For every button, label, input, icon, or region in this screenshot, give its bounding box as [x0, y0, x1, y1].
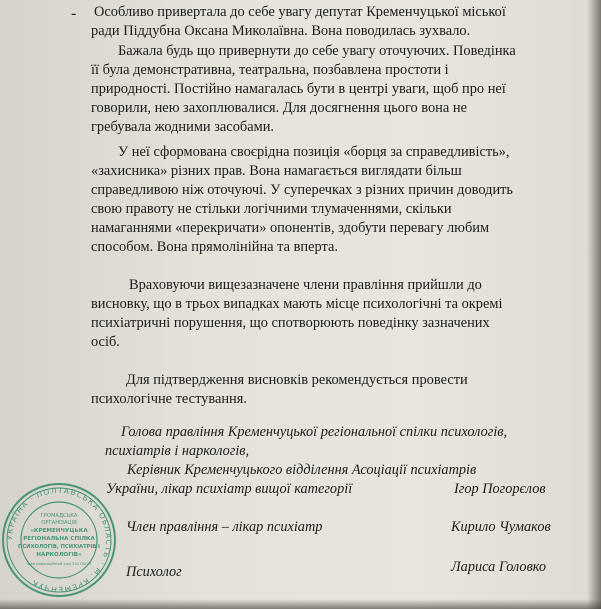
para1-line2: ради Піддубна Оксана Миколаївна. Вона поводилась зухвало. — [91, 23, 471, 39]
para1-line7: гребувала жодними засобами. — [91, 119, 275, 135]
para1-line4: її була демонстративна, театральна, позбавлена простоти і — [91, 62, 449, 78]
para2-line3: справедливою ніж оточуючі. У суперечках з різних причин доводить — [91, 182, 513, 198]
para1-line5: природності. Постійно намагалась бути в центрі уваги, щоб про неї — [91, 81, 506, 97]
para1-line1: Особливо привертала до себе увагу депутат Кременчуцької міської — [94, 4, 506, 20]
page-edge-shadow — [587, 0, 601, 609]
para2-line5: намаганнями «перекричати» опонентів, здобути перевагу любим — [91, 220, 490, 236]
para4-line2: психологічне тестування. — [91, 391, 247, 407]
stamp-outer-ring-text: УКРАЇНА · ПОЛТАВСЬКА ОБЛАСТЬ · М. КРЕМЕНЧУК — [4, 485, 114, 595]
branch-title-line2: України, лікар психіатр вищої категорії — [106, 481, 353, 497]
para3-line3: психіатричні порушення, що спотворюють поведінку зазначених — [91, 315, 490, 331]
para2-line6: способом. Вона прямолінійна та вперта. — [91, 239, 338, 255]
list-bullet: - — [71, 5, 77, 22]
stamp-line-1: ГРОМАДСЬКА — [40, 513, 78, 519]
para3-line2: висновку, що в трьох випадках мають місце психологічні та окремі — [91, 296, 503, 312]
head-title-line1: Голова правління Кременчуцької регіональної спілки психологів, — [121, 424, 508, 440]
para3-line4: осіб. — [91, 334, 120, 350]
member-signatory-name: Кирило Чумаков — [451, 519, 551, 535]
para1-line6: говорили, нею захоплювалися. Для досягнення цього вона не — [91, 100, 467, 116]
member-title: Член правління – лікар психіатр — [126, 519, 323, 535]
para4-line1: Для підтвердження висновків рекомендується провести — [126, 372, 468, 388]
psychologist-signatory-name: Лариса Головко — [451, 559, 547, 575]
para2-line1: У неї сформована своєрідна позиція «борця за справедливість», — [118, 144, 510, 160]
stamp-line-5: ПСИХОЛОГІВ, ПСИХІАТРІВ І — [18, 544, 100, 550]
official-stamp — [0, 481, 118, 599]
head-title-line2: психіатрів і наркологів, — [105, 443, 250, 459]
para1-line3: Бажала будь що привернути до себе увагу оточуючих. Поведінка — [118, 43, 516, 59]
branch-title-line1: Керівник Кременчуцького відділення Асоціації психіатрів — [127, 462, 477, 478]
stamp-line-3: «КРЕМЕНЧУЦЬКА — [30, 528, 88, 534]
para2-line2: «захисника» різних прав. Вона намагається виглядати більш — [91, 163, 462, 179]
stamp-line-4: РЕГІОНАЛЬНА СПІЛКА — [23, 536, 95, 542]
branch-signatory-name: Ігор Погорєлов — [454, 481, 546, 497]
para2-line4: свою правоту не стільки логічними тлумаченнями, скільки — [91, 201, 452, 217]
stamp-line-2: ОРГАНІЗАЦІЯ — [41, 520, 77, 526]
stamp-line-6: НАРКОЛОГІВ» — [36, 552, 82, 558]
page-bottom-edge — [0, 599, 601, 609]
psychologist-title: Психолог — [126, 564, 182, 580]
stamp-code: ідентифікаційний код 34170023 — [26, 561, 92, 566]
para3-line1: Враховуючи вищезазначене члени правління прийшли до — [129, 277, 482, 293]
